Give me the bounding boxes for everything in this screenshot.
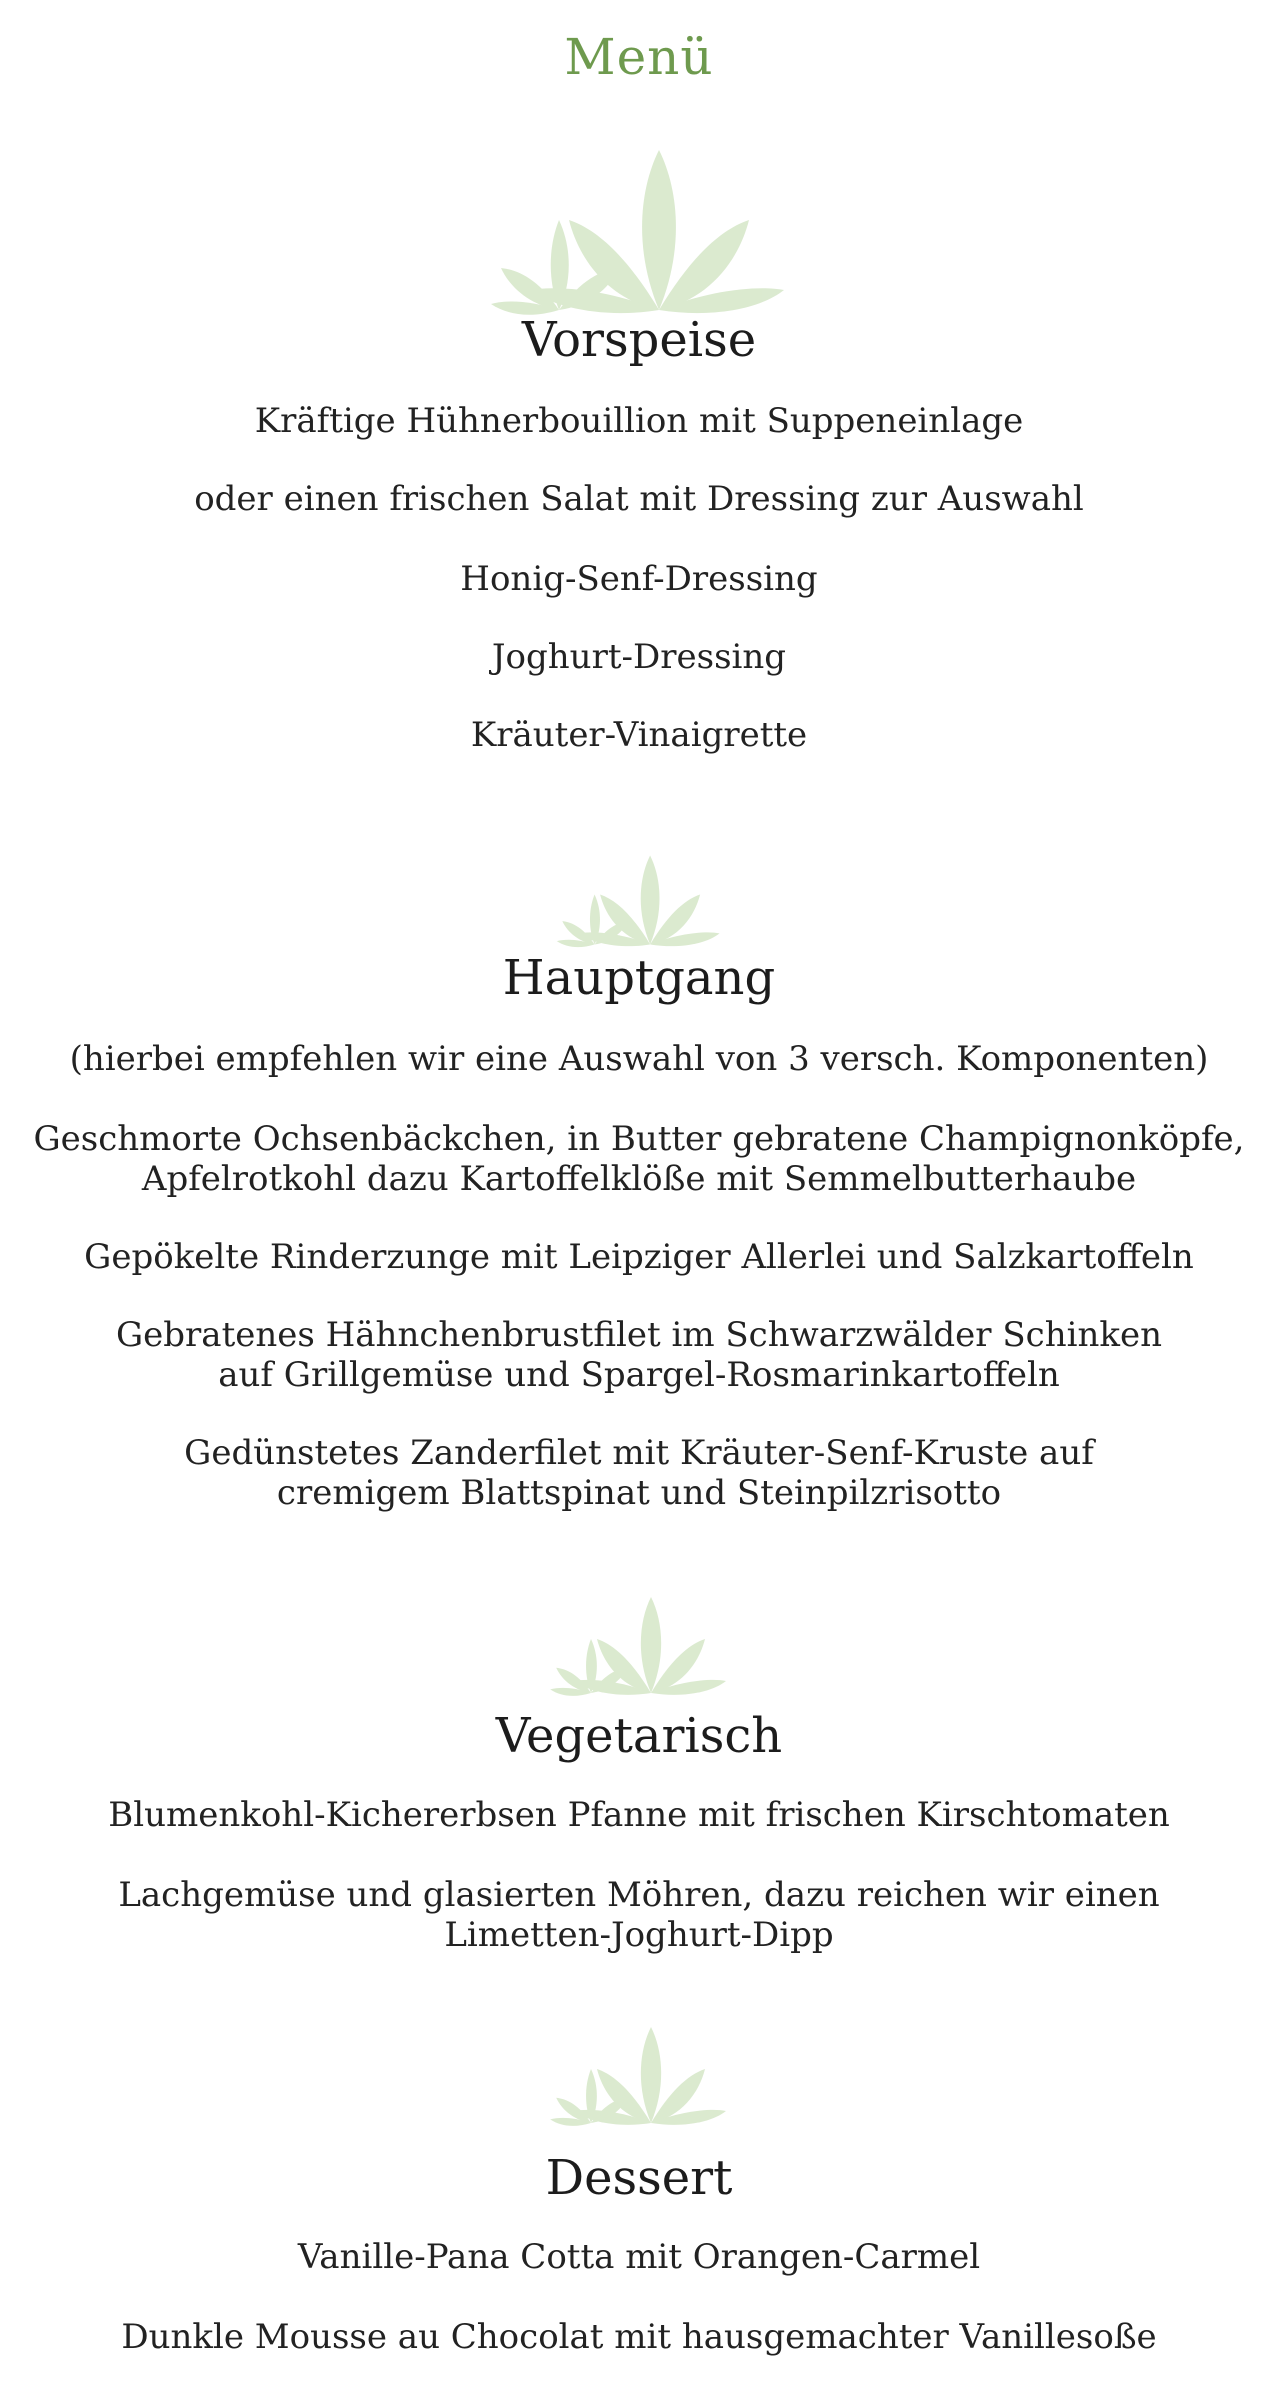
menu-item: Gedünstetes Zanderfilet mit Kräuter-Senf-Kruste auf	[184, 1433, 1094, 1473]
menu-item: Vanille-Pana Cotta mit Orangen-Carmel	[297, 2237, 981, 2277]
lotus-leaf-icon	[0, 2020, 1278, 2130]
menu-item: cremigem Blattspinat und Steinpilzrisotto	[276, 1473, 1002, 1513]
menu-item: auf Grillgemüse und Spargel-Rosmarinkartoffeln	[218, 1355, 1060, 1395]
menu-item: Geschmorte Ochsenbäckchen, in Butter gebratene Champignonköpfe,	[33, 1119, 1245, 1159]
menu-item: Gebratenes Hähnchenbrustfilet im Schwarzwälder Schinken	[116, 1315, 1162, 1355]
menu-item: oder einen frischen Salat mit Dressing zur Auswahl	[194, 479, 1084, 519]
menu-item: Kräftige Hühnerbouillion mit Suppeneinlage	[254, 401, 1024, 441]
menu-item: Blumenkohl-Kichererbsen Pfanne mit frischen Kirschtomaten	[108, 1795, 1170, 1835]
section-title-vegetarisch: Vegetarisch	[495, 1708, 783, 1764]
menu-item: Apfelrotkohl dazu Kartoffelklöße mit Semmelbutterhaube	[141, 1159, 1137, 1199]
lotus-leaf-icon	[0, 1590, 1278, 1700]
lotus-leaf-icon	[0, 850, 1278, 950]
menu-item-note: (hierbei empfehlen wir eine Auswahl von 3 versch. Komponenten)	[69, 1039, 1209, 1079]
menu-item: Dunkle Mousse au Chocolat mit hausgemachter Vanillesoße	[121, 2317, 1157, 2357]
menu-item: Joghurt-Dressing	[491, 637, 787, 677]
menu-item: Limetten-Joghurt-Dipp	[444, 1915, 834, 1955]
menu-item: Gepökelte Rinderzunge mit Leipziger Allerlei und Salzkartoffeln	[84, 1237, 1194, 1277]
lotus-leaf-icon	[0, 140, 1278, 320]
section-title-dessert: Dessert	[545, 2150, 733, 2206]
menu-title: Menü	[564, 28, 714, 86]
menu-item: Honig-Senf-Dressing	[460, 559, 818, 599]
menu-item: Lachgemüse und glasierten Möhren, dazu reichen wir einen	[118, 1875, 1160, 1915]
section-title-hauptgang: Hauptgang	[502, 950, 776, 1006]
menu-item: Kräuter-Vinaigrette	[470, 715, 808, 755]
section-title-vorspeise: Vorspeise	[521, 312, 757, 368]
